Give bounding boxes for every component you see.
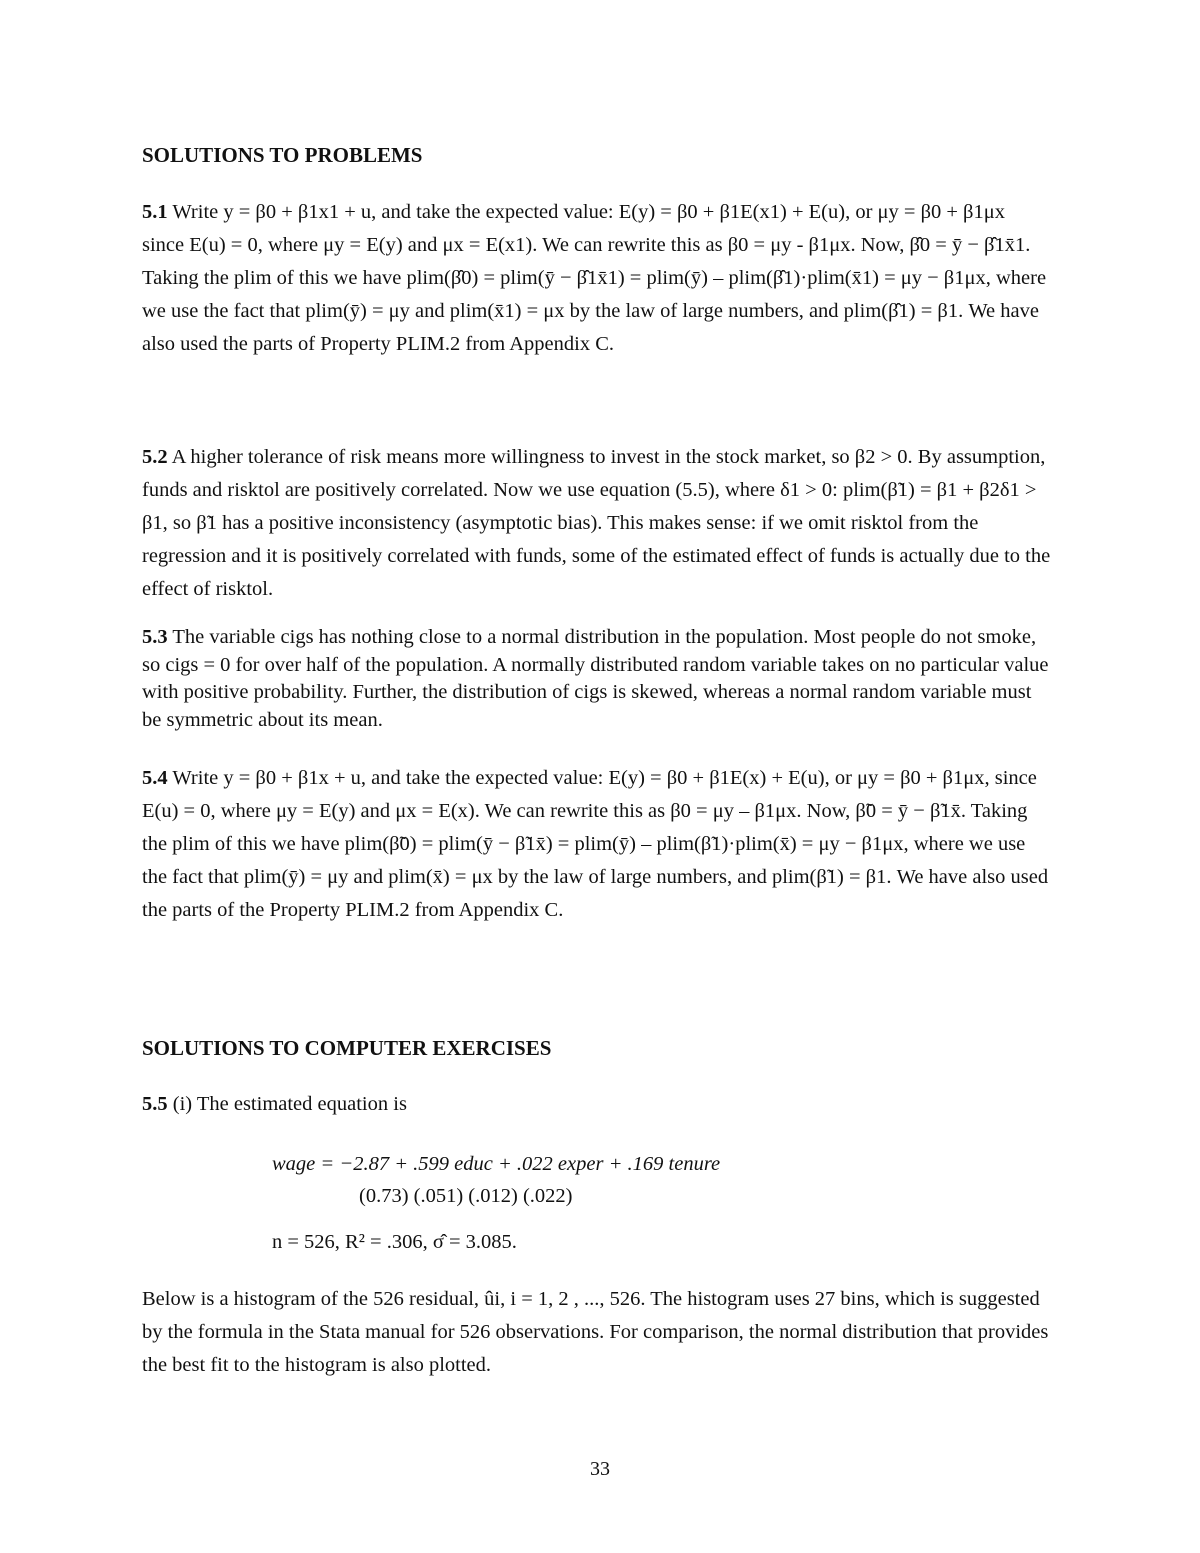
page-number: 33 xyxy=(590,1458,610,1480)
section-heading-problems: SOLUTIONS TO PROBLEMS xyxy=(142,143,423,167)
exercise-number: 5.5 xyxy=(142,1093,168,1115)
problem-number: 5.3 xyxy=(142,626,168,648)
problem-text: Write y = β0 + β1x + u, and take the expected value: E(y) = β0 + β1E(x) + E(u), or μy = β0 + β1μx, since E(u) = 0, where μy = E(y) and μx = E(x). We can rewrite this as β0 = μy – β1μx. Now, β̃0 = ȳ − β̃1x̄. Taking the plim of this we have plim(β̃0) = plim(ȳ − β̃1x̄) = plim(ȳ) – plim(β̃1)·plim(x̄) = μy − β1μx, where we use the fact that plim(ȳ) = μy and plim(x̄) = μx by the law of large numbers, and plim(β̃1) = β1. We have also used the parts of the Property PLIM.2 from Appendix C. xyxy=(142,767,1049,921)
problem-number: 5.4 xyxy=(142,767,168,789)
problem-5-1 xyxy=(142,196,1052,361)
problem-text: Write y = β0 + β1x1 + u, and take the expected value: E(y) = β0 + β1E(x1) + E(u), or μy = β0 + β1μx since E(u) = 0, where μy = E(y) and μx = E(x1). We can rewrite this as β0 = μy - β1μx. Now, β̂0 = ȳ − β̂1x̄1. Taking the plim of this we have plim(β̂0) = plim(ȳ − β̂1x̄1) = plim(ȳ) – plim(β̂1)·plim(x̄1) = μy − β1μx, where we use the fact that plim(ȳ) = μy and plim(x̄1) = μx by the law of large numbers, and plim(β̂1) = β1. We have also used the parts of Property PLIM.2 from Appendix C. xyxy=(142,201,1047,355)
problem-5-3 xyxy=(142,624,1052,734)
problem-5-2 xyxy=(142,441,1052,606)
exercise-5-5 xyxy=(142,1088,1052,1121)
exercise-text: (i) The estimated equation is xyxy=(172,1093,407,1115)
standard-errors-line: (0.73) (.051) (.012) (.022) xyxy=(359,1185,573,1207)
problem-text: The variable cigs has nothing close to a normal distribution in the population. Most people do not smoke, so cigs = 0 for over half of the population. A normally distributed random variable takes on no particular value with positive probability. Further, the distribution of cigs is skewed, whereas a normal random variable must be symmetric about its mean. xyxy=(142,626,1049,731)
problem-text: A higher tolerance of risk means more willingness to invest in the stock market, so β2 > 0. By assumption, funds and risktol are positively correlated. Now we use equation (5.5), where δ1 > 0: plim(β̃1) = β1 + β2δ1 > β1, so β̃1 has a positive inconsistency (asymptotic bias). This makes sense: if we omit risktol from the regression and it is positively correlated with funds, some of the estimated effect of funds is actually due to the effect of risktol. xyxy=(142,446,1051,600)
problem-number: 5.1 xyxy=(142,201,168,223)
problem-number: 5.2 xyxy=(142,446,168,468)
section-heading-computer: SOLUTIONS TO COMPUTER EXERCISES xyxy=(142,1036,552,1060)
statistics-line: n = 526, R² = .306, σ̂ = 3.085. xyxy=(272,1231,517,1253)
equation-line: wage = −2.87 + .599 educ + .022 exper + .169 tenure xyxy=(272,1153,721,1175)
problem-5-4 xyxy=(142,762,1052,927)
histogram-description: Below is a histogram of the 526 residual, ûi, i = 1, 2 , ..., 526. The histogram uses 27 bins, which is suggested by the formula in the Stata manual for 526 observations. For comparison, the normal distribution that provides the best fit to the histogram is also plotted. xyxy=(142,1288,1049,1376)
